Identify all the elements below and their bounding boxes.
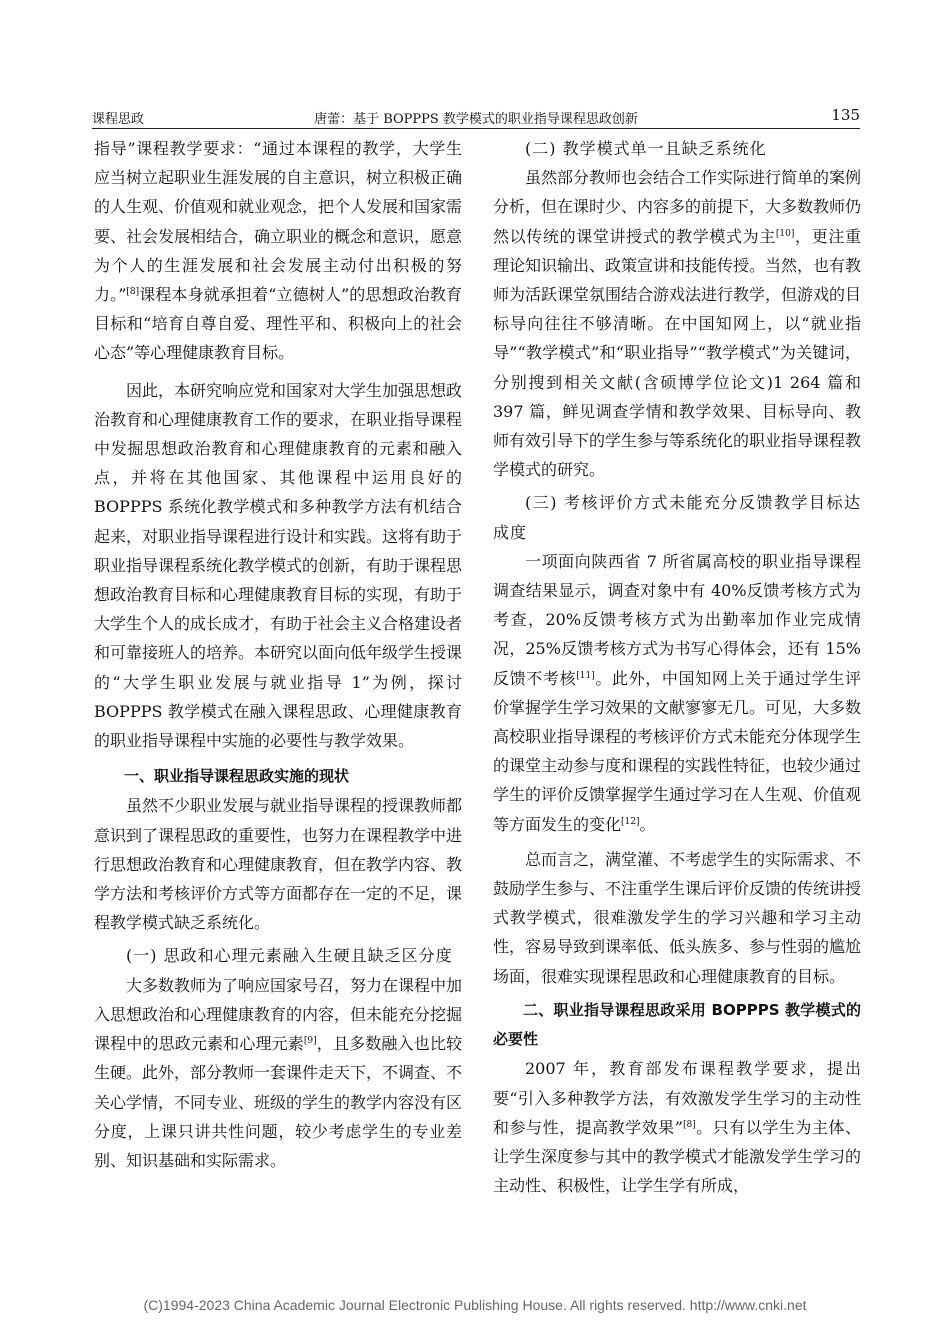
citation-10: [10]	[775, 228, 795, 239]
header-article-title: 唐蕾：基于 BOPPPS 教学模式的职业指导课程思政创新	[314, 112, 638, 127]
citation-8: [8]	[126, 287, 140, 298]
paragraph-6-text-c: 。	[639, 814, 656, 834]
paragraph-4-text-b: ，且多数融入也比较生硬。此外，部分教师一套课件走天下，不调查、不关心学情，不同专业、班级的学生的教学内容没有区分度，上课只讲共性问题，较少考虑学生的专业差别、知识基础和实际需求。	[94, 1034, 463, 1170]
paragraph-6	[493, 547, 861, 839]
copyright-footer: (C)1994-2023 China Academic Journal Electronic Publishing House. All rights reserved. http://www.cnki.net	[143, 1297, 807, 1313]
paragraph-8-text-b: 。只有以学生为主体、让学生深度参与其中的教学模式才能激发学生学习的主动性、积极性，让学生学有所成，	[493, 1117, 862, 1196]
paragraph-3: 虽然不少职业发展与就业指导课程的授课教师都意识到了课程思政的重要性，也努力在课程教学中进行思想政治教育和心理健康教育，但在教学内容、教学方法和考核评价方式等方面都存在一定的不足，课程教学模式缺乏系统化。	[94, 796, 463, 933]
right-column	[493, 134, 861, 1200]
citation-8b: [8]	[682, 1119, 696, 1130]
subsection-2-heading: (二) 教学模式单一且缺乏系统化	[525, 139, 767, 158]
citation-12: [12]	[621, 816, 640, 827]
paragraph-8	[493, 1054, 861, 1200]
citation-11: [11]	[576, 670, 595, 681]
subsection-1-heading: (一) 思政和心理元素融入生硬且缺乏区分度	[126, 946, 453, 966]
paragraph-6-text-a: 一项面向陕西省 7 所省属高校的职业指导课程调查结果显示，调查对象中有 40%反馈考核方式为考查，20%反馈考核方式为出勤率加作业完成情况，25%反馈考核方式为书写心得体会，还有 15%反馈不考核	[493, 551, 861, 688]
page-number: 135	[831, 106, 860, 124]
subsection-3-heading: (三) 考核评价方式未能充分反馈教学目标达成度	[493, 493, 861, 542]
citation-9: [9]	[303, 1036, 317, 1047]
section-2-heading: 二、职业指导课程思政采用 BOPPPS 教学模式的必要性	[493, 1000, 861, 1049]
paragraph-7: 总而言之，满堂灌、不考虑学生的实际需求、不鼓励学生参与、不注重学生课后评价反馈的传统讲授式教学模式，很难激发学生的学习兴趣和学习主动性，容易导致到课率低、低头族多、参与性弱的尴尬场面，很难实现课程思政和心理健康教育的目标。	[493, 849, 862, 986]
paragraph-5-text-a: 虽然部分教师也会结合工作实际进行简单的案例分析，但在课时少、内容多的前提下，大多数教师仍然以传统的课堂讲授式的教学模式为主	[493, 168, 862, 246]
paragraph-1	[94, 134, 462, 368]
paragraph-4	[94, 971, 462, 1175]
running-header	[92, 106, 860, 129]
paragraph-8-text-a: 2007 年，教育部发布课程教学要求，提出要“引入多种教学方法，有效激发学生学习的主动性和参与性，提高教学效果”	[493, 1059, 861, 1137]
paragraph-5	[493, 163, 861, 484]
header-section-label: 课程思政	[92, 112, 145, 127]
section-1-heading: 一、职业指导课程思政实施的现状	[124, 767, 350, 786]
paragraph-6-text-b: 。此外，中国知网上关于通过学生评价掌握学生学习效果的文献寥寥无几。可见，大多数高校职业指导课程的考核评价方式未能充分体现学生的课堂主动参与度和课程的实践性特征，也较少通过学生的评价反馈掌握学生通过学习在人生观、价值观等方面发生的变化	[493, 668, 862, 834]
paragraph-1-text-b: 课程本身就承担着“立德树人”的思想政治教育目标和“培育自尊自爱、理性平和、积极向上的社会心态”等心理健康教育目标。	[94, 285, 462, 363]
paragraph-1-text-a: 指导”课程教学要求：“通过本课程的教学，大学生应当树立起职业生涯发展的自主意识，树立积极正确的人生观、价值观和就业观念，把个人发展和国家需要、社会发展相结合，确立职业的概念和意识，愿意为个人的生涯发展和社会发展主动付出积极的努力。”	[94, 139, 463, 305]
paragraph-4-text-a: 大多数教师为了响应国家号召，努力在课程中加入思想政治和心理健康教育的内容，但未能充分挖掘课程中的思政元素和心理元素	[94, 975, 463, 1054]
left-column	[94, 134, 462, 1175]
paragraph-5-text-b: ，更注重理论知识输出、政策宣讲和技能传授。当然，也有教师为活跃课堂氛围结合游戏法进行教学，但游戏的目标导向往往不够清晰。在中国知网上，以“就业指导”“教学模式”和“职业指导”“教学模式”为关键词，分别搜到相关文献(含硕博学位论文)1 264 篇和 397 篇，鲜见调查学情和教学效果、目标导向、教师有效引导下的学生参与等系统化的职业指导课程教学模式的研究。	[493, 226, 862, 480]
paragraph-2: 因此，本研究响应党和国家对大学生加强思想政治教育和心理健康教育工作的要求，在职业指导课程中发掘思想政治教育和心理健康教育的元素和融入点，并将在其他国家、其他课程中运用良好的 BOPPPS 系统化教学模式和多种教学方法有机结合起来，对职业指导课程进行设计和实践。这将有助于职业指导课程系统化教学模式的创新，有助于课程思想政治教育目标和心理健康教育目标的实现，有助于大学生个人的成长成才，有助于社会主义合格建设者和可靠接班人的培养。本研究以面向低年级学生授课的“大学生职业发展与就业指导 1”为例，探讨 BOPPPS 教学模式在融入课程思政、心理健康教育的职业指导课程中实施的必要性与教学效果。	[94, 380, 463, 751]
